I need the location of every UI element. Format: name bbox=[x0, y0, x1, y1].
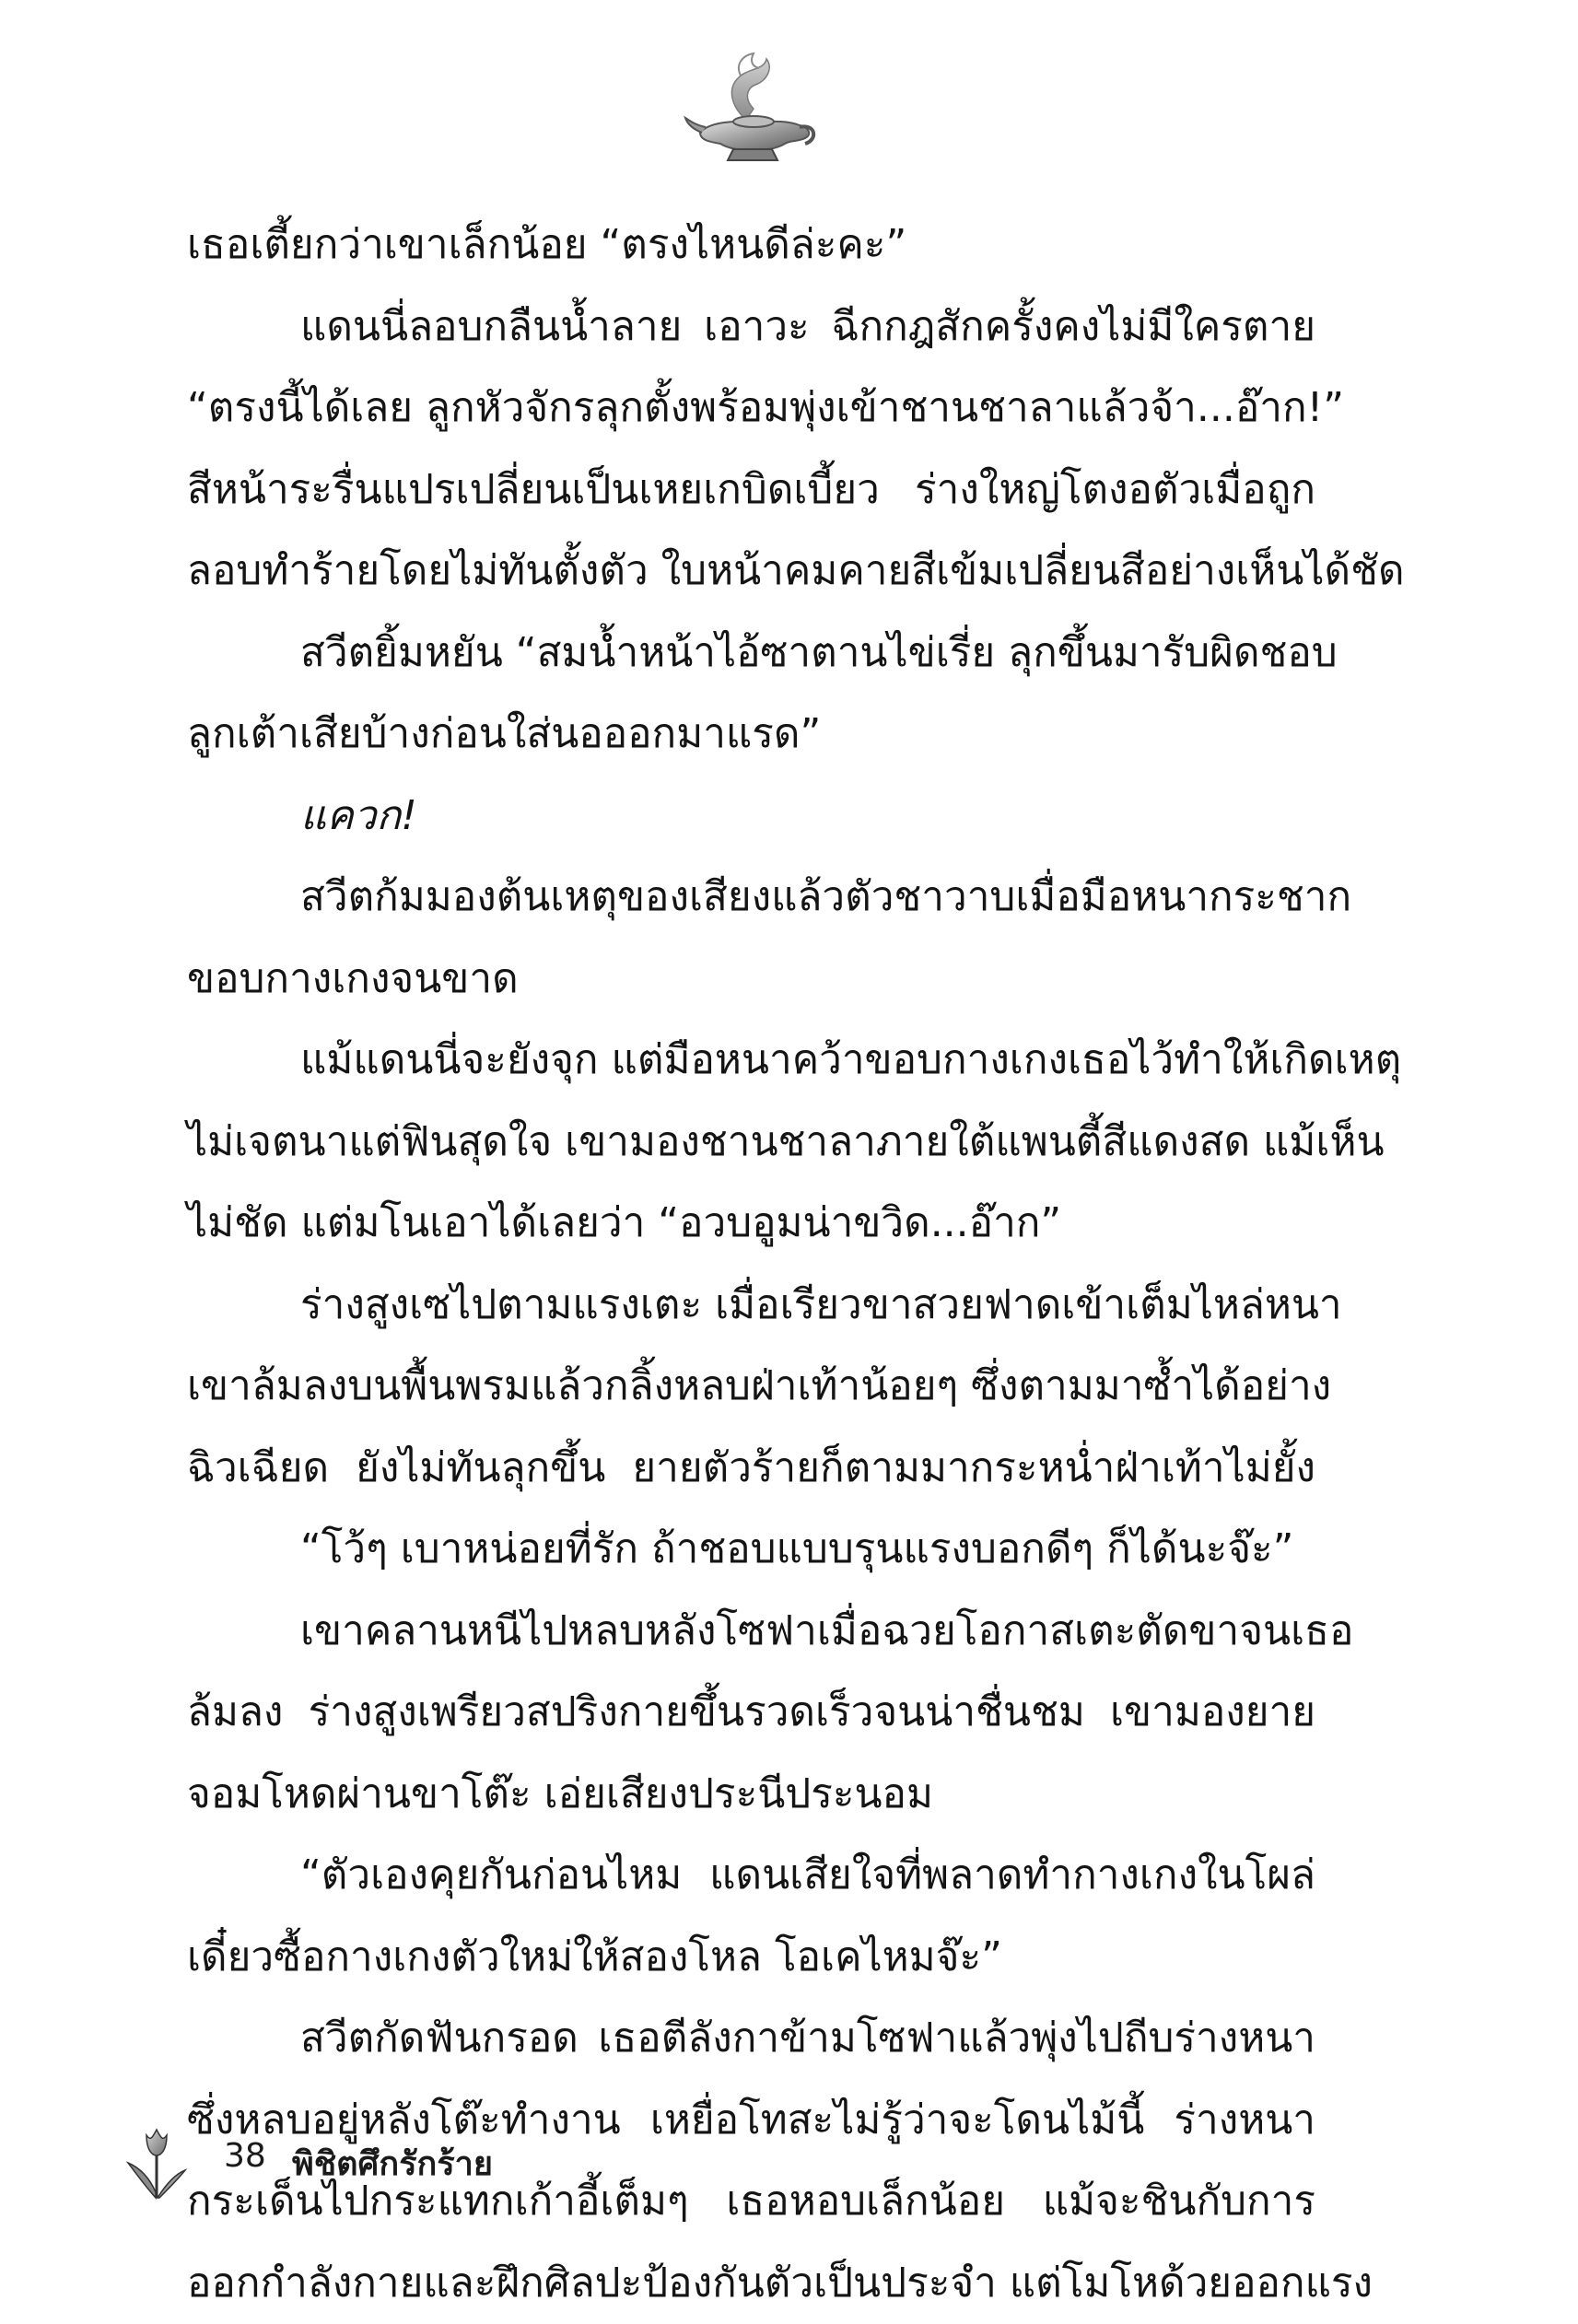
text-line: ลูกเต้าเสียบ้างก่อนใส่นอออกมาแรด” bbox=[187, 694, 1315, 776]
text-line: สวีตกัดฟันกรอด เธอตีลังกาข้ามโซฟาแล้วพุ่งไปถีบร่างหนา bbox=[187, 1998, 1315, 2080]
text-line: ลอบทำร้ายโดยไม่ทันตั้งตัว ใบหน้าคมคายสีเข้มเปลี่ยนสีอย่างเห็นได้ชัด bbox=[187, 531, 1315, 613]
text-line-sound-effect: แควก! bbox=[187, 776, 1315, 858]
text-line: เดี๋ยวซื้อกางเกงตัวใหม่ให้สองโหล โอเคไหมจ๊ะ” bbox=[187, 1917, 1315, 1999]
genie-lamp-icon bbox=[682, 48, 820, 168]
text-line: “โว้ๆ เบาหน่อยที่รัก ถ้าชอบแบบรุนแรงบอกดีๆ ก็ได้นะจ๊ะ” bbox=[187, 1509, 1315, 1591]
text-line: เขาล้มลงบนพื้นพรมแล้วกลิ้งหลบฝ่าเท้าน้อยๆ ซึ่งตามมาซ้ำได้อย่าง bbox=[187, 1346, 1315, 1428]
tulip-icon bbox=[124, 2119, 189, 2201]
text-line: จอมโหดผ่านขาโต๊ะ เอ่ยเสียงประนีประนอม bbox=[187, 1754, 1315, 1836]
text-line: ขอบกางเกงจนขาด bbox=[187, 939, 1315, 1021]
text-line: สวีตก้มมองต้นเหตุของเสียงแล้วตัวชาวาบเมื่อมือหนากระชาก bbox=[187, 857, 1315, 939]
text-line: เธอเตี้ยกว่าเขาเล็กน้อย “ตรงไหนดีล่ะคะ” bbox=[187, 204, 1315, 286]
page-number: 38 bbox=[224, 2137, 266, 2175]
text-line: ออกกำลังกายและฝึกศิลปะป้องกันตัวเป็นประจำ แต่โมโหด้วยออกแรง bbox=[187, 2243, 1315, 2324]
text-line: สวีตยิ้มหยัน “สมน้ำหน้าไอ้ซาตานไข่เรี่ย ลุกขึ้นมารับผิดชอบ bbox=[187, 613, 1315, 695]
text-line: ไม่เจตนาแต่ฟินสุดใจ เขามองชานชาลาภายใต้แพนตี้สีแดงสด แม้เห็น bbox=[187, 1102, 1315, 1184]
body-text bbox=[187, 204, 1315, 2324]
book-title: พิชิตศึกรักร้าย bbox=[292, 2137, 493, 2190]
text-line: “ตัวเองคุยกันก่อนไหม แดนเสียใจที่พลาดทำกางเกงในโผล่ bbox=[187, 1835, 1315, 1917]
text-line: แม้แดนนี่จะยังจุก แต่มือหนาคว้าขอบกางเกงเธอไว้ทำให้เกิดเหตุ bbox=[187, 1020, 1315, 1102]
text-line: ซึ่งหลบอยู่หลังโต๊ะทำงาน เหยื่อโทสะไม่รู้ว่าจะโดนไม้นี้ ร่างหนา bbox=[187, 2080, 1315, 2162]
text-line: ไม่ชัด แต่มโนเอาได้เลยว่า “อวบอูมน่าขวิด...อ๊าก” bbox=[187, 1183, 1315, 1265]
text-line: กระเด็นไปกระแทกเก้าอี้เต็มๆ เธอหอบเล็กน้อย แม้จะชินกับการ bbox=[187, 2161, 1315, 2243]
text-line: ร่างสูงเซไปตามแรงเตะ เมื่อเรียวขาสวยฟาดเข้าเต็มไหล่หนา bbox=[187, 1265, 1315, 1347]
text-line: เขาคลานหนีไปหลบหลังโซฟาเมื่อฉวยโอกาสเตะตัดขาจนเธอ bbox=[187, 1591, 1315, 1673]
text-line: สีหน้าระรื่นแปรเปลี่ยนเป็นเหยเกบิดเบี้ยว ร่างใหญ่โตงอตัวเมื่อถูก bbox=[187, 450, 1315, 531]
text-line: “ตรงนี้ได้เลย ลูกหัวจักรลุกตั้งพร้อมพุ่งเข้าชานชาลาแล้วจ้า...อ๊าก!” bbox=[187, 368, 1315, 450]
text-line: แดนนี่ลอบกลืนน้ำลาย เอาวะ ฉีกกฎสักครั้งคงไม่มีใครตาย bbox=[187, 286, 1315, 368]
page-footer bbox=[124, 2119, 769, 2201]
text-line: ล้มลง ร่างสูงเพรียวสปริงกายขึ้นรวดเร็วจนน่าชื่นชม เขามองยาย bbox=[187, 1672, 1315, 1754]
text-line: ฉิวเฉียด ยังไม่ทันลุกขึ้น ยายตัวร้ายก็ตามมากระหน่ำฝ่าเท้าไม่ยั้ง bbox=[187, 1428, 1315, 1510]
